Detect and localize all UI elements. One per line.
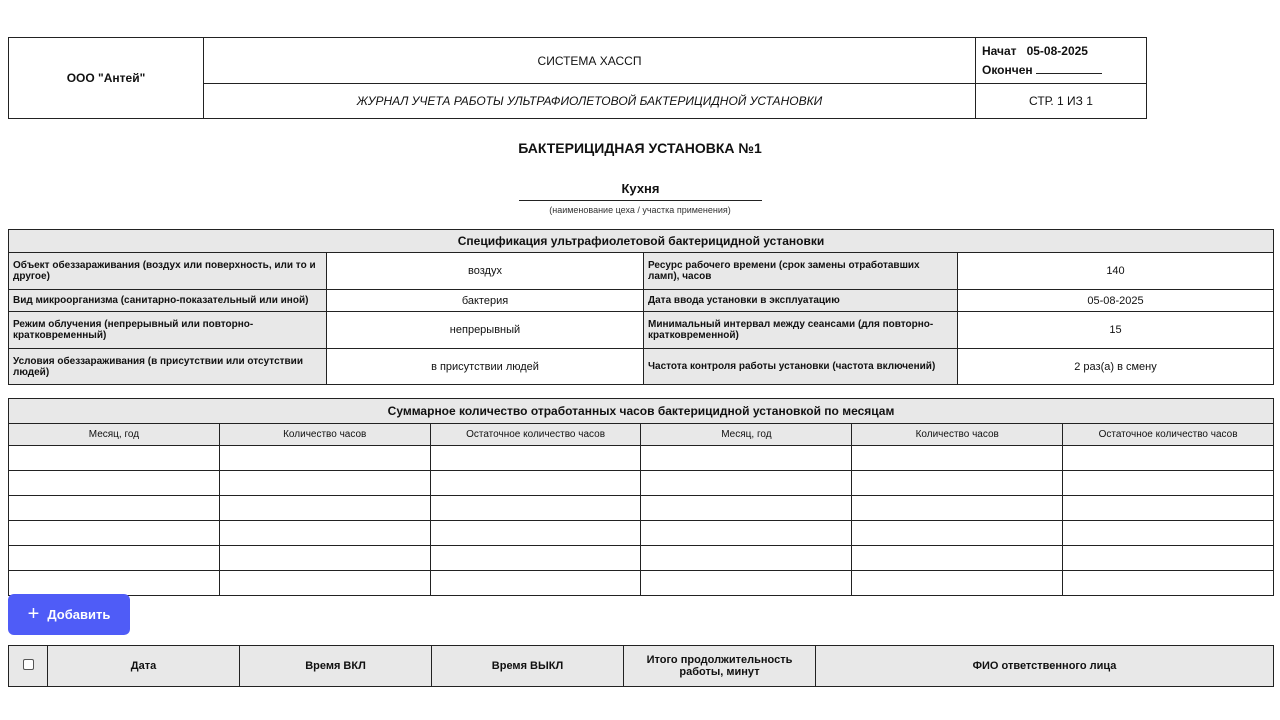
spec-value[interactable]: 140 (958, 253, 1274, 290)
spec-row (9, 312, 1274, 349)
hours-cell[interactable] (219, 546, 430, 571)
hours-cell[interactable] (219, 446, 430, 471)
hours-cell[interactable] (430, 496, 641, 521)
hours-cell[interactable] (430, 571, 641, 596)
hours-cell[interactable] (852, 496, 1063, 521)
spec-value[interactable]: 05-08-2025 (958, 290, 1274, 312)
spec-label: Дата ввода установки в эксплуатацию (644, 290, 958, 312)
spec-label: Ресурс рабочего времени (срок замены отработавших ламп), часов (644, 253, 958, 290)
log-col-duration: Итого продолжительность работы, минут (624, 646, 816, 687)
hours-cell[interactable] (430, 471, 641, 496)
spec-label: Вид микроорганизма (санитарно-показательный или иной) (9, 290, 327, 312)
page-number: СТР. 1 ИЗ 1 (976, 84, 1147, 119)
started-date: 05-08-2025 (1026, 43, 1088, 58)
log-col-on: Время ВКЛ (240, 646, 432, 687)
finished-date-line (1036, 62, 1102, 74)
hours-cell[interactable] (852, 546, 1063, 571)
spec-row (9, 349, 1274, 385)
document-header (8, 37, 1147, 119)
hours-table (8, 398, 1274, 596)
hours-title: Суммарное количество отработанных часов бактерицидной установкой по месяцам (9, 399, 1274, 424)
spec-value[interactable]: 15 (958, 312, 1274, 349)
journal-title: ЖУРНАЛ УЧЕТА РАБОТЫ УЛЬТРАФИОЛЕТОВОЙ БАКТЕРИЦИДНОЙ УСТАНОВКИ (204, 84, 976, 119)
hours-cell[interactable] (430, 546, 641, 571)
hours-cell[interactable] (219, 521, 430, 546)
spec-label: Минимальный интервал между сеансами (для повторно-кратковременной) (644, 312, 958, 349)
spec-value[interactable]: бактерия (327, 290, 644, 312)
spec-value[interactable]: воздух (327, 253, 644, 290)
hours-cell[interactable] (430, 521, 641, 546)
spec-row (9, 290, 1274, 312)
table-row (9, 446, 1274, 471)
hours-cell[interactable] (1063, 471, 1274, 496)
table-row (9, 471, 1274, 496)
select-all-cell (9, 646, 48, 687)
log-table (8, 645, 1274, 687)
hours-cell[interactable] (1063, 446, 1274, 471)
checkbox-icon[interactable] (23, 659, 34, 670)
hours-cell[interactable] (1063, 521, 1274, 546)
spec-title: Спецификация ультрафиолетовой бактерицидной установки (9, 230, 1274, 253)
hours-cell[interactable] (852, 571, 1063, 596)
hours-cell[interactable] (219, 471, 430, 496)
hours-col-count: Количество часов (219, 424, 430, 446)
spec-table (8, 229, 1274, 385)
org-name: ООО "Антей" (9, 38, 204, 119)
hours-cell[interactable] (641, 521, 852, 546)
hours-cell[interactable] (1063, 571, 1274, 596)
hours-cell[interactable] (1063, 496, 1274, 521)
hours-cell[interactable] (641, 446, 852, 471)
place-caption: (наименование цеха / участка применения) (549, 205, 731, 215)
hours-cell[interactable] (9, 446, 220, 471)
hours-cell[interactable] (9, 571, 220, 596)
spec-value[interactable]: 2 раз(а) в смену (958, 349, 1274, 385)
hours-cell[interactable] (1063, 546, 1274, 571)
hours-cell[interactable] (9, 496, 220, 521)
log-col-date: Дата (48, 646, 240, 687)
hours-cell[interactable] (219, 496, 430, 521)
journal-dates (976, 38, 1147, 84)
system-name: СИСТЕМА ХАССП (204, 38, 976, 84)
spec-label: Режим облучения (непрерывный или повторно-кратковременный) (9, 312, 327, 349)
hours-cell[interactable] (641, 546, 852, 571)
spec-value[interactable]: непрерывный (327, 312, 644, 349)
spec-value[interactable]: в присутствии людей (327, 349, 644, 385)
hours-cell[interactable] (641, 496, 852, 521)
hours-col-remaining: Остаточное количество часов (430, 424, 641, 446)
place-value: Кухня (519, 181, 762, 201)
hours-col-remaining: Остаточное количество часов (1063, 424, 1274, 446)
add-button[interactable] (8, 594, 130, 635)
hours-cell[interactable] (852, 471, 1063, 496)
hours-col-month: Месяц, год (9, 424, 220, 446)
hours-cell[interactable] (219, 571, 430, 596)
started-label: Начат (982, 43, 1017, 58)
hours-cell[interactable] (641, 471, 852, 496)
hours-col-count: Количество часов (852, 424, 1063, 446)
hours-cell[interactable] (9, 546, 220, 571)
finished-label: Окончен (982, 62, 1033, 77)
page-title: БАКТЕРИЦИДНАЯ УСТАНОВКА №1 (518, 140, 762, 156)
hours-cell[interactable] (852, 446, 1063, 471)
table-row (9, 521, 1274, 546)
add-button-label: Добавить (47, 607, 111, 622)
spec-label: Частота контроля работы установки (частота включений) (644, 349, 958, 385)
hours-cell[interactable] (852, 521, 1063, 546)
spec-row (9, 253, 1274, 290)
hours-cell[interactable] (9, 521, 220, 546)
hours-col-month: Месяц, год (641, 424, 852, 446)
table-row (9, 546, 1274, 571)
hours-cell[interactable] (641, 571, 852, 596)
hours-cell[interactable] (9, 471, 220, 496)
hours-cell[interactable] (430, 446, 641, 471)
log-col-responsible: ФИО ответственного лица (816, 646, 1274, 687)
plus-icon: + (27, 603, 40, 625)
spec-label: Условия обеззараживания (в присутствии или отсутствии людей) (9, 349, 327, 385)
log-col-off: Время ВЫКЛ (432, 646, 624, 687)
table-row (9, 571, 1274, 596)
table-row (9, 496, 1274, 521)
spec-label: Объект обеззараживания (воздух или поверхность, или то и другое) (9, 253, 327, 290)
